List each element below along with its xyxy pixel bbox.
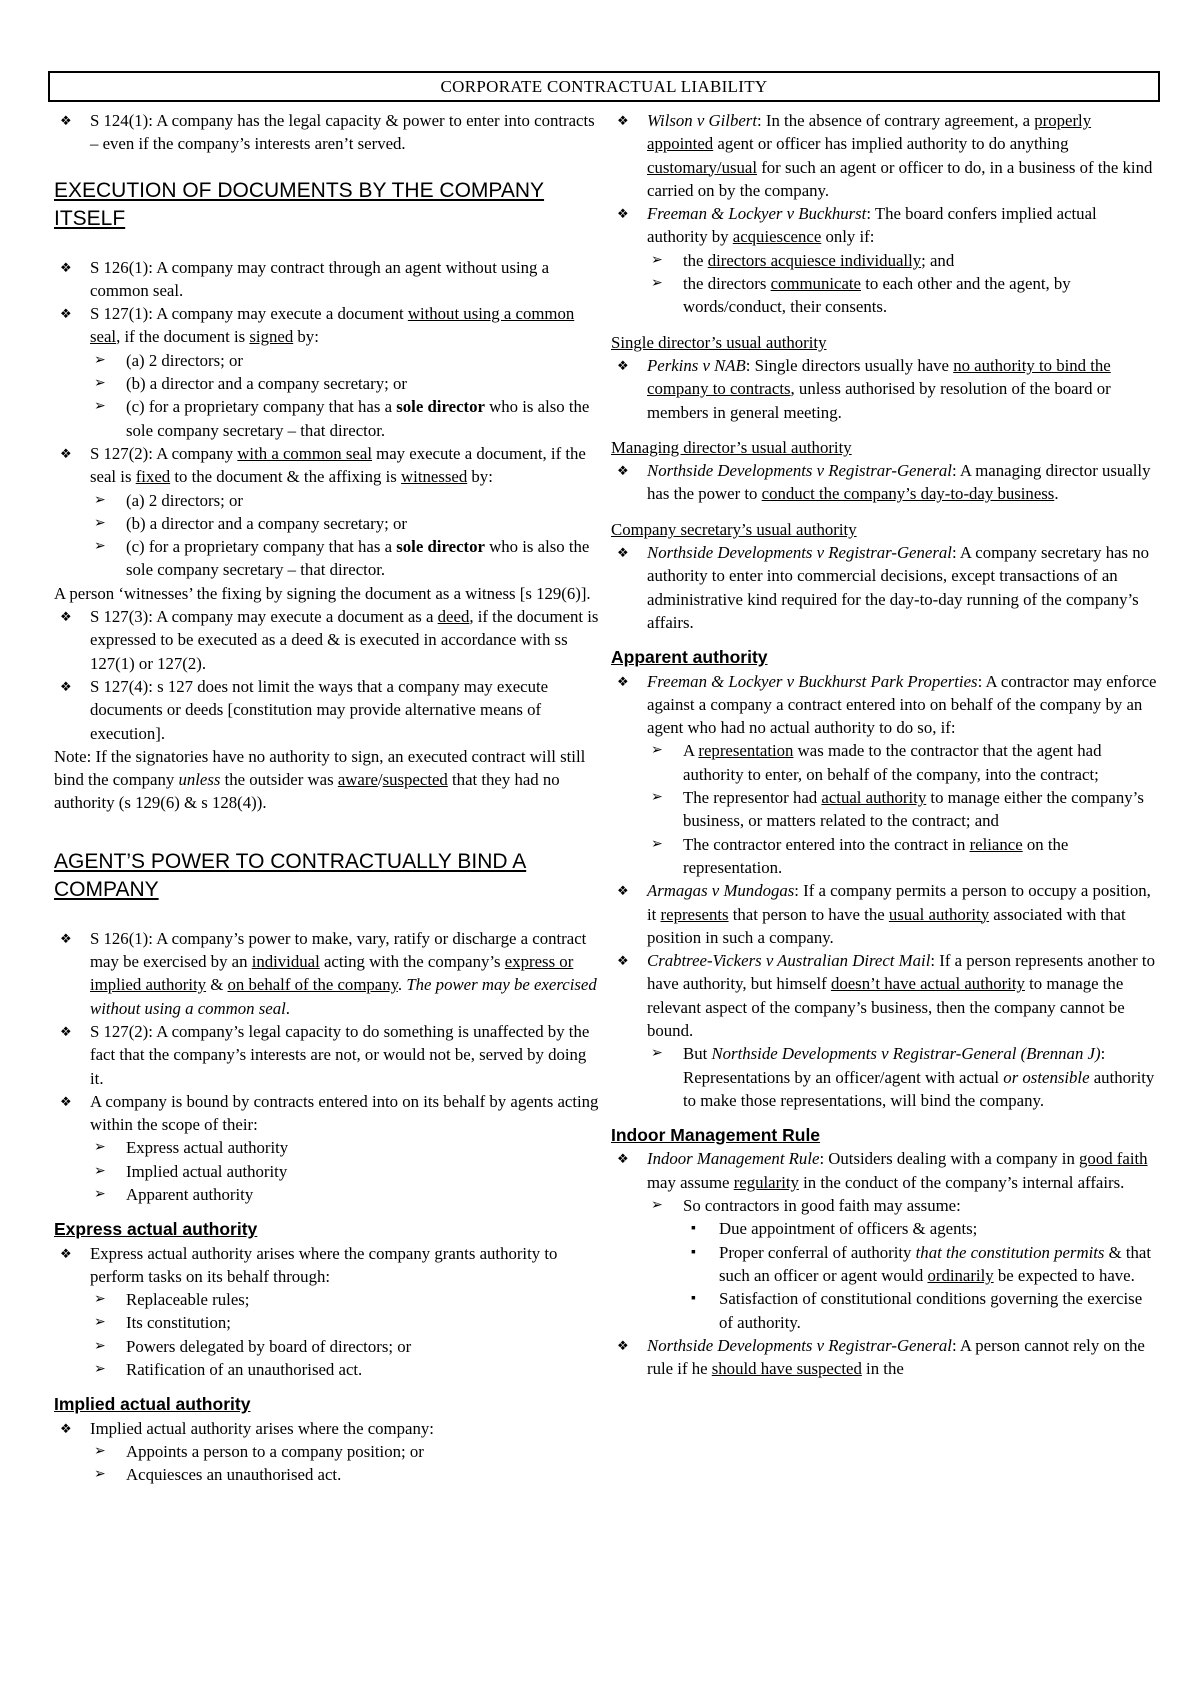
document-page [48,71,1160,1691]
express-sub-1: ➢ Replaceable rules; [54,1288,600,1311]
implied-item: ❖ Implied actual authority arises where the company: [54,1417,600,1440]
spacer [54,815,600,827]
northside-md-item: ❖ Northside Developments v Registrar-General: A managing director usually has the power to conduct the company’s day-to-day business. [611,459,1157,506]
indoor-item: ❖ Indoor Management Rule: Outsiders dealing with a company in good faith may assume regularity in the conduct of the company’s internal affairs. [611,1147,1157,1194]
s127-2-a: ➢ (a) 2 directors; or [54,489,600,512]
witness-paragraph: A person ‘witnesses’ the fixing by signing the document as a witness [s 129(6)]. [54,583,591,603]
bound-sub-express: ➢ Express actual authority [54,1136,600,1159]
heading-execution-of-documents: EXECUTION OF DOCUMENTS BY THE COMPANY ITSELF [54,178,545,230]
s127-1-b: ➢ (b) a director and a company secretary; or [54,372,600,395]
s127-1-c: ➢ (c) for a proprietary company that has a sole director who is also the sole company secretary – that director. [54,395,600,442]
bound-sub-implied: ➢ Implied actual authority [54,1160,600,1183]
express-sub-3: ➢ Powers delegated by board of directors; or [54,1335,600,1358]
bound-item: ❖ A company is bound by contracts entered into on its behalf by agents acting within the scope of their: [54,1090,600,1137]
right-column [611,109,1157,1380]
implied-sub-1: ➢ Appoints a person to a company position; or [54,1440,600,1463]
express-sub-2: ➢ Its constitution; [54,1311,600,1334]
northside-cs-item: ❖ Northside Developments v Registrar-General: A company secretary has no authority to enter into commercial decisions, except transactions of an administrative kind required for the day-to-day running of the company’s affairs. [611,541,1157,634]
wilson-item: ❖ Wilson v Gilbert: In the absence of contrary agreement, a properly appointed agent or officer has implied authority to do anything customary/usual for such an agent or officer to do, in a business of the kind carried on by the company. [611,109,1157,202]
implied-sub-2: ➢ Acquiesces an unauthorised act. [54,1463,600,1486]
s124-1-item: ❖ S 124(1): A company has the legal capacity & power to enter into contracts – even if the company’s interests aren’t served. [54,109,600,156]
northside-last-item: ❖ Northside Developments v Registrar-General: A person cannot rely on the rule if he should have suspected in the [611,1334,1157,1381]
s127-3-item: ❖ S 127(3): A company may execute a document as a deed, if the document is expressed to be executed as a deed & is executed in accordance with ss 127(1) or 127(2). [54,605,600,675]
crabtree-item: ❖ Crabtree-Vickers v Australian Direct Mail: If a person represents another to have authority, but himself doesn’t have actual authority to manage the relevant aspect of the company’s business, then the company cannot be bound. [611,949,1157,1042]
s127-4-item: ❖ S 127(4): s 127 does not limit the ways that a company may execute documents or deeds [constitution may provide alternative means of execution]. [54,675,600,745]
freeman-apparent-item: ❖ Freeman & Lockyer v Buckhurst Park Properties: A contractor may enforce against a company a contract entered into on behalf of the company by an agent who had no actual authority to do so, if: [611,670,1157,740]
heading-apparent-authority: Apparent authority [611,647,768,668]
bound-sub-apparent: ➢ Apparent authority [54,1183,600,1206]
freeman-implied-a: ➢ the directors acquiesce individually; and [611,249,1157,272]
s127-2-b: ➢ (b) a director and a company secretary; or [54,512,600,535]
freeman-apparent-c: ➢ The contractor entered into the contract in reliance on the representation. [611,833,1157,880]
s127-1-a: ➢ (a) 2 directors; or [54,349,600,372]
indoor-sub-3: ▪ Satisfaction of constitutional conditions governing the exercise of authority. [611,1287,1157,1334]
freeman-apparent-b: ➢ The representor had actual authority to manage either the company’s business, or matters related to the contract; and [611,786,1157,833]
perkins-item: ❖ Perkins v NAB: Single directors usually have no authority to bind the company to contracts, unless authorised by resolution of the board or members in general meeting. [611,354,1157,424]
s127-1-item: ❖ S 127(1): A company may execute a document without using a common seal, if the document is signed by: [54,302,600,349]
heading-indoor-management: Indoor Management Rule [611,1125,821,1146]
s126-1b-item: ❖ S 126(1): A company’s power to make, vary, ratify or discharge a contract may be exercised by an individual acting with the company’s express or implied authority & on behalf of the company. The power may be exercised without using a common seal. [54,927,600,1020]
heading-implied-actual-authority: Implied actual authority [54,1394,251,1415]
note-paragraph: Note: If the signatories have no authority to sign, an executed contract will still bind the company unless the outsider was aware/suspected that they had no authority (s 129(6) & s 128(4)). [54,746,586,813]
indoor-sub: ➢ So contractors in good faith may assume: [611,1194,1157,1217]
heading-agents-power: AGENT’S POWER TO CONTRACTUALLY BIND A COMPANY [54,849,527,901]
freeman-implied-b: ➢ the directors communicate to each other and the agent, by words/conduct, their consents. [611,272,1157,319]
crabtree-but: ➢ But Northside Developments v Registrar-General (Brennan J): Representations by an officer/agent with actual or ostensible authority to make those representations, will bind the company. [611,1042,1157,1112]
express-item: ❖ Express actual authority arises where the company grants authority to perform tasks on its behalf through: [54,1242,600,1289]
s127-2-item: ❖ S 127(2): A company with a common seal may execute a document, if the seal is fixed to the document & the affixing is witnessed by: [54,442,600,489]
heading-managing-director: Managing director’s usual authority [611,437,852,457]
express-sub-4: ➢ Ratification of an unauthorised act. [54,1358,600,1381]
heading-company-secretary: Company secretary’s usual authority [611,519,857,539]
page-title: CORPORATE CONTRACTUAL LIABILITY [48,71,1160,102]
heading-single-director: Single director’s usual authority [611,332,827,352]
freeman-apparent-a: ➢ A representation was made to the contractor that the agent had authority to enter, on behalf of the company, into the contract; [611,739,1157,786]
s126-1-item: ❖ S 126(1): A company may contract through an agent without using a common seal. [54,256,600,303]
s127-2-c: ➢ (c) for a proprietary company that has a sole director who is also the sole company secretary – that director. [54,535,600,582]
indoor-sub-1: ▪ Due appointment of officers & agents; [611,1217,1157,1240]
freeman-implied-item: ❖ Freeman & Lockyer v Buckhurst: The board confers implied actual authority by acquiescence only if: [611,202,1157,249]
armagas-item: ❖ Armagas v Mundogas: If a company permits a person to occupy a position, it represents that person to have the usual authority associated with that position in such a company. [611,879,1157,949]
indoor-sub-2: ▪ Proper conferral of authority that the constitution permits & that such an officer or agent would ordinarily be expected to have. [611,1241,1157,1288]
left-column [54,109,600,1487]
s127-2b-item: ❖ S 127(2): A company’s legal capacity to do something is unaffected by the fact that the company’s interests are not, or would not be, served by doing it. [54,1020,600,1090]
heading-express-actual-authority: Express actual authority [54,1219,258,1240]
